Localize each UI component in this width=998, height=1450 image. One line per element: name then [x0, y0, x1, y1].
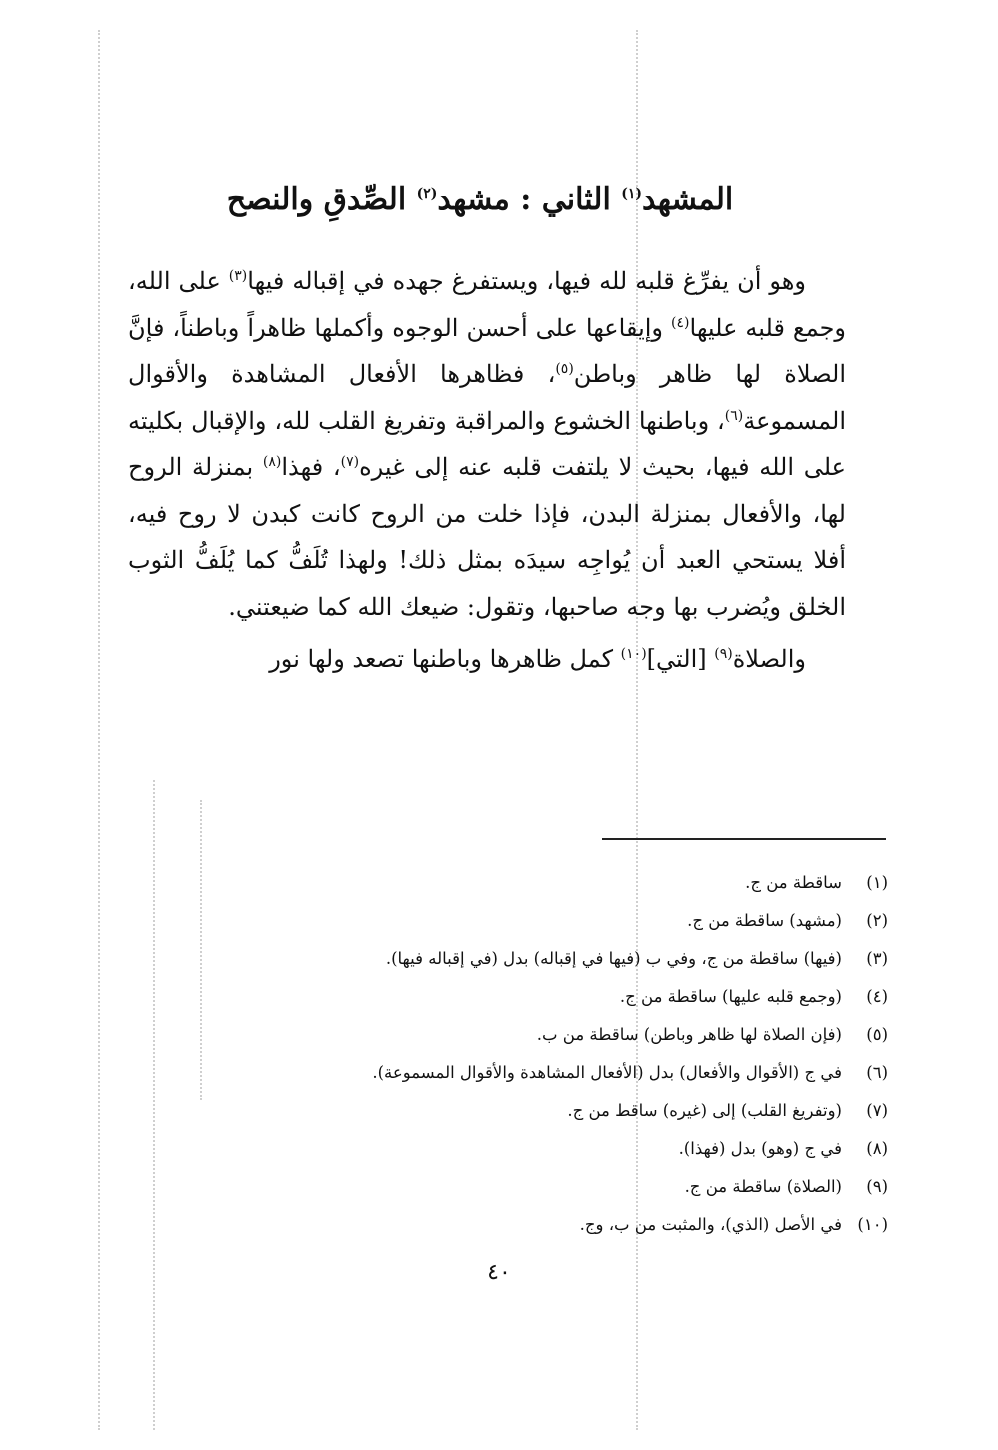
- heading-text: الثاني : مشهد: [437, 182, 622, 217]
- footnote-ref: (٩): [714, 646, 733, 662]
- footnote-ref: (٢): [416, 186, 438, 202]
- footnote-number: (٣): [866, 949, 888, 968]
- footnote-number: (١٠): [857, 1215, 888, 1234]
- footnote-item: [160, 1092, 888, 1130]
- paragraph-text: ، فظاهرها الأفعال المشاهدة والأقوال المسموعة: [128, 360, 846, 435]
- body-text: [128, 258, 846, 683]
- section-heading: [120, 170, 840, 230]
- footnote-number: (٤): [866, 987, 888, 1006]
- footnote-ref: (٥): [555, 361, 574, 377]
- footnote-number: (١): [866, 873, 888, 892]
- paragraph-text: ، وباطنها الخشوع والمراقبة وتفريغ القلب لله، والإقبال بكليته على الله فيها، بحيث لا يلتفت قلبه عنه إلى غيره: [128, 406, 846, 481]
- scan-artifact-line: [98, 30, 100, 1430]
- footnote-ref: (٨): [262, 454, 282, 470]
- footnote-ref: (٦): [724, 407, 744, 424]
- footnote-text: ساقطة من ج.: [745, 873, 842, 892]
- footnote-item: [160, 864, 888, 902]
- footnote-number: (٨): [866, 1139, 888, 1158]
- footnote-ref: (٧): [340, 454, 360, 470]
- footnote-text: في ج (وهو) بدل (فهذا).: [678, 1139, 842, 1158]
- footnote-number: (٥): [866, 1025, 888, 1044]
- footnote-number: (٧): [866, 1101, 888, 1120]
- paragraph: [128, 636, 846, 683]
- footnote-text: في ج (الأقوال والأفعال) بدل (الأفعال المشاهدة والأقوال المسموعة).: [372, 1063, 842, 1082]
- paragraph-text: على الله، وجمع قلبه عليها: [128, 267, 846, 342]
- footnote-item: [160, 1054, 888, 1092]
- footnote-ref: (٤): [671, 314, 690, 331]
- footnote-text: (الصلاة) ساقطة من ج.: [684, 1177, 842, 1196]
- page-number: ٤٠: [487, 1260, 511, 1285]
- footnote-text: (وتفريغ القلب) إلى (غيره) ساقط من ج.: [567, 1101, 842, 1120]
- paragraph-text: [التي]: [646, 645, 715, 673]
- footnote-text: (مشهد) ساقطة من ج.: [687, 911, 842, 930]
- footnote-item: [160, 1130, 888, 1168]
- footnote-ref: (٣): [228, 268, 248, 284]
- footnote-number: (٢): [866, 911, 888, 930]
- footnote-item: [160, 1168, 888, 1206]
- footnote-ref: (١٠): [620, 646, 647, 662]
- footnote-text: (فإن الصلاة لها ظاهر وباطن) ساقطة من ب.: [536, 1025, 842, 1044]
- footnote-item: [160, 1016, 888, 1054]
- footnote-separator: [602, 838, 886, 840]
- footnote-text: (وجمع قلبه عليها) ساقطة من ج.: [619, 987, 842, 1006]
- heading-text: المشهد: [642, 182, 734, 217]
- footnote-item: [160, 902, 888, 940]
- paragraph-text: والصلاة: [732, 645, 806, 673]
- paragraph-text: ، فهذا: [281, 453, 341, 481]
- footnote-number: (٦): [866, 1063, 888, 1082]
- paragraph-text: وإيقاعها على أحسن الوجوه وأكملها ظاهراً وباطناً، فإنَّ الصلاة لها ظاهر وباطن: [128, 313, 846, 388]
- paragraph: [128, 258, 846, 630]
- footnote-ref: (١): [621, 186, 643, 202]
- paragraph-text: كمل ظاهرها وباطنها تصعد ولها نور: [269, 645, 621, 673]
- heading-text: الصِّدقِ والنصح: [226, 182, 417, 217]
- footnotes-list: [160, 864, 888, 1244]
- footnote-item: [160, 940, 888, 978]
- footnote-text: (فيها) ساقطة من ج، وفي ب (فيها في إقباله) بدل (في إقباله فيها).: [385, 949, 842, 968]
- footnote-item: [160, 978, 888, 1016]
- paragraph-text: بمنزلة الروح لها، والأفعال بمنزلة البدن، فإذا خلت من الروح كانت كبدن لا روح فيه، أفلا يستحي العبد أن يُواجِه سيدَه بمثل ذلك! ولهذا تُلَفُّ كما يُلَفُّ الثوب الخلق ويُضرب بها وجه صاحبها، وتقول: ضيعك الله كما ضيعتني.: [128, 453, 846, 621]
- footnote-text: في الأصل (الذي)، والمثبت من ب، وج.: [579, 1215, 842, 1234]
- footnote-number: (٩): [866, 1177, 888, 1196]
- paragraph-text: وهو أن يفرِّغ قلبه لله فيها، ويستفرغ جهده في إقباله فيها: [247, 267, 806, 295]
- footnote-item: [160, 1206, 888, 1244]
- scan-artifact-line: [153, 780, 155, 1430]
